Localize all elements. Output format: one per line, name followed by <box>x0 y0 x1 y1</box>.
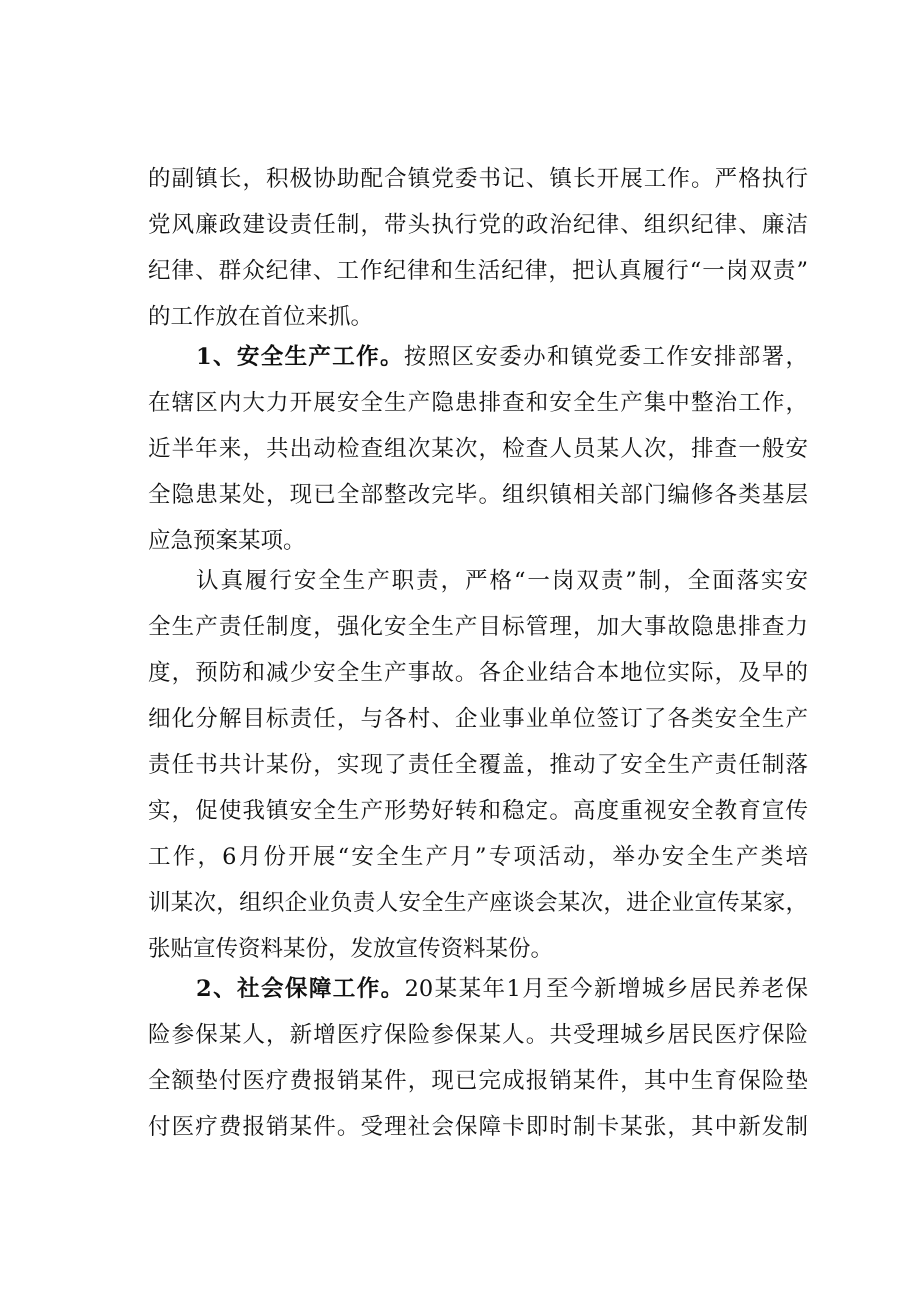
paragraph-2-line-3: 度，预防和减少安全生产事故。各企业结合本地位实际，及早的 <box>148 660 808 686</box>
paragraph-1-line-4: 的工作放在首位来抓。 <box>148 304 374 330</box>
section-1-line-2: 在辖区内大力开展安全生产隐患排查和安全生产集中整治工作， <box>148 390 808 416</box>
paragraph-2-line-8: 训某次，组织企业负责人安全生产座谈会某次，进企业宣传某家， <box>148 890 808 916</box>
paragraph-2-line-4: 细化分解目标责任，与各村、企业事业单位签订了各类安全生产 <box>148 706 808 732</box>
section-1-line-3: 近半年来，共出动检查组次某次，检查人员某人次，排查一般安 <box>148 436 808 462</box>
paragraph-2-line-9: 张贴宣传资料某份，发放宣传资料某份。 <box>148 936 554 962</box>
paragraph-2-line-5: 责任书共计某份，实现了责任全覆盖，推动了安全生产责任制落 <box>148 752 808 778</box>
section-2-line-3: 全额垫付医疗费报销某件，现已完成报销某件，其中生育保险垫 <box>148 1068 808 1094</box>
section-1-line-4: 全隐患某处，现已全部整改完毕。组织镇相关部门编修各类基层 <box>148 482 808 508</box>
section-2-heading: 2、社会保障工作。 <box>196 976 405 1002</box>
paragraph-2-line-7: 工作，6月份开展“安全生产月”专项活动，举办安全生产类培 <box>148 844 808 870</box>
section-2-line-2: 险参保某人，新增医疗保险参保某人。共受理城乡居民医疗保险 <box>148 1022 808 1048</box>
section-1-line-1: 按照区安委办和镇党委工作安排部署， <box>403 344 808 370</box>
paragraph-2-line-1: 认真履行安全生产职责，严格“一岗双责”制，全面落实安 <box>196 568 808 594</box>
section-1-heading: 1、安全生产工作。 <box>196 344 404 370</box>
paragraph-2-line-6: 实，促使我镇安全生产形势好转和稳定。高度重视安全教育宣传 <box>148 798 808 824</box>
section-2-line-1: 20某某年1月至今新增城乡居民养老保 <box>404 976 808 1002</box>
section-1-line-5: 应急预案某项。 <box>148 528 306 554</box>
paragraph-1-line-2: 党风廉政建设责任制，带头执行党的政治纪律、组织纪律、廉洁 <box>148 212 808 238</box>
paragraph-1-line-1: 的副镇长，积极协助配合镇党委书记、镇长开展工作。严格执行 <box>148 166 808 192</box>
section-1-first-line <box>196 334 808 380</box>
paragraph-1-line-3: 纪律、群众纪律、工作纪律和生活纪律，把认真履行“一岗双责” <box>148 258 808 284</box>
paragraph-2-line-2: 全生产责任制度，强化安全生产目标管理，加大事故隐患排查力 <box>148 614 808 640</box>
section-2-line-4: 付医疗费报销某件。受理社会保障卡即时制卡某张，其中新发制 <box>148 1114 808 1140</box>
section-2-first-line <box>196 966 808 1012</box>
